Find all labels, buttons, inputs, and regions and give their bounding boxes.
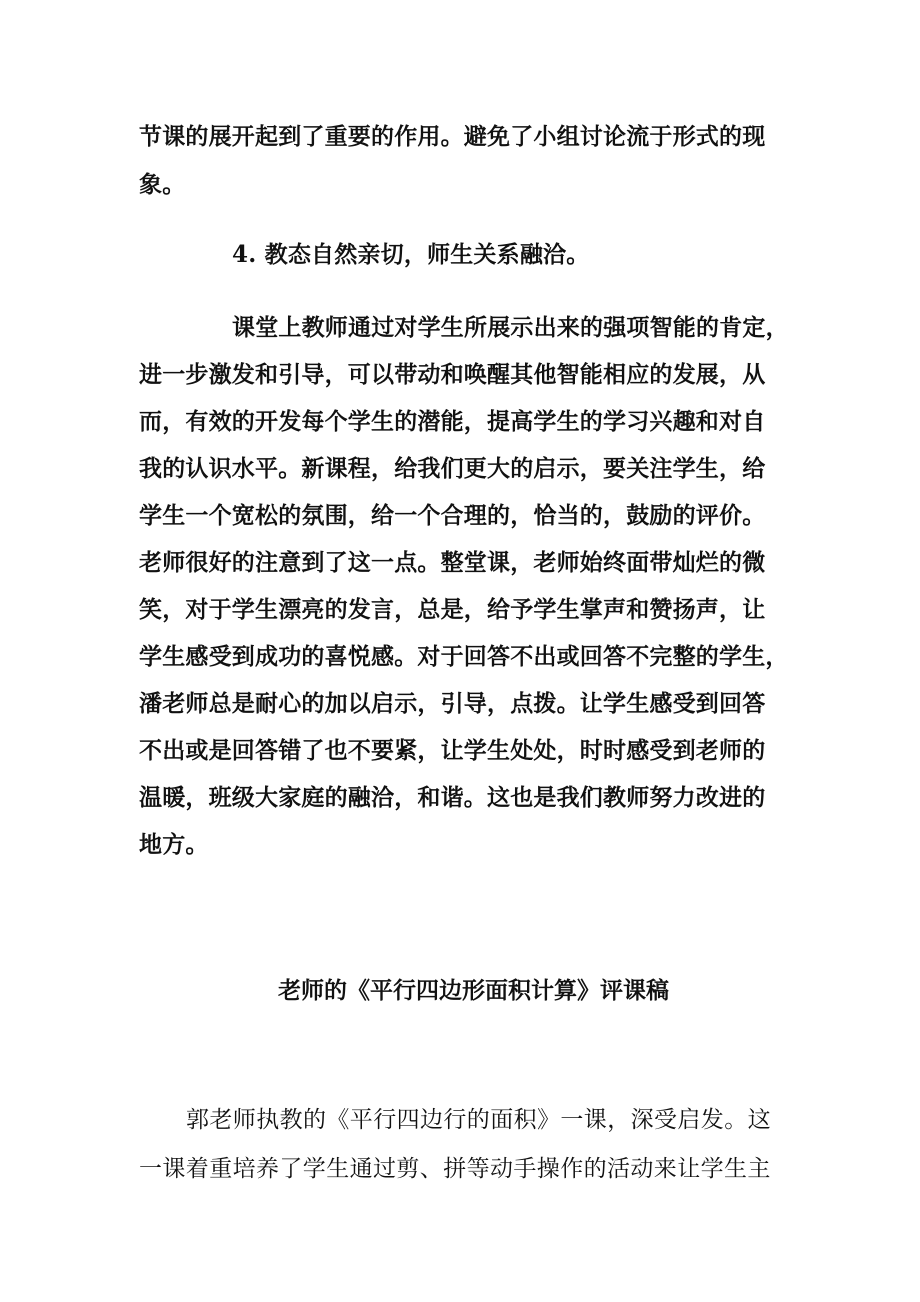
paragraph-line: 温暖，班级大家庭的融洽，和谐。这也是我们教师努力改进的 (139, 784, 766, 811)
paragraph-line: 学生一个宽松的氛围，给一个合理的，恰当的，鼓励的评价。 (139, 502, 766, 529)
paragraph-line: 郭老师执教的《平行四边行的面积》一课，深受启发。这 (186, 1107, 771, 1133)
paragraph-line: 潘老师总是耐心的加以启示，引导，点拨。让学生感受到回答 (139, 690, 766, 717)
paragraph-line: 课堂上教师通过对学生所展示出来的强项智能的肯定， (232, 314, 789, 341)
paragraph-line: 进一步激发和引导，可以带动和唤醒其他智能相应的发展，从 (139, 361, 766, 388)
paragraph-line: 笑，对于学生漂亮的发言，总是，给予学生掌声和赞扬声，让 (139, 596, 766, 623)
paragraph-line: 而，有效的开发每个学生的潜能，提高学生的学习兴趣和对自 (139, 408, 766, 435)
paragraph-line: 一课着重培养了学生通过剪、拼等动手操作的活动来让学生主 (139, 1156, 771, 1182)
paragraph-line: 老师很好的注意到了这一点。整堂课，老师始终面带灿烂的微 (139, 549, 766, 576)
paragraph-line: 地方。 (139, 831, 209, 858)
paragraph-line: 不出或是回答错了也不要紧，让学生处处，时时感受到老师的 (139, 737, 766, 764)
paragraph-line: 象。 (139, 171, 186, 198)
paragraph-line: 学生感受到成功的喜悦感。对于回答不出或回答不完整的学生， (139, 643, 789, 670)
paragraph-line: 节课的展开起到了重要的作用。避免了小组讨论流于形式的现 (139, 123, 766, 150)
section-title: 老师的《平行四边形面积计算》评课稿 (278, 977, 669, 1004)
paragraph-line: 我的认识水平。新课程，给我们更大的启示，要关注学生，给 (139, 455, 766, 482)
point-4-heading: 4. 教态自然亲切，师生关系融洽。 (232, 241, 590, 268)
